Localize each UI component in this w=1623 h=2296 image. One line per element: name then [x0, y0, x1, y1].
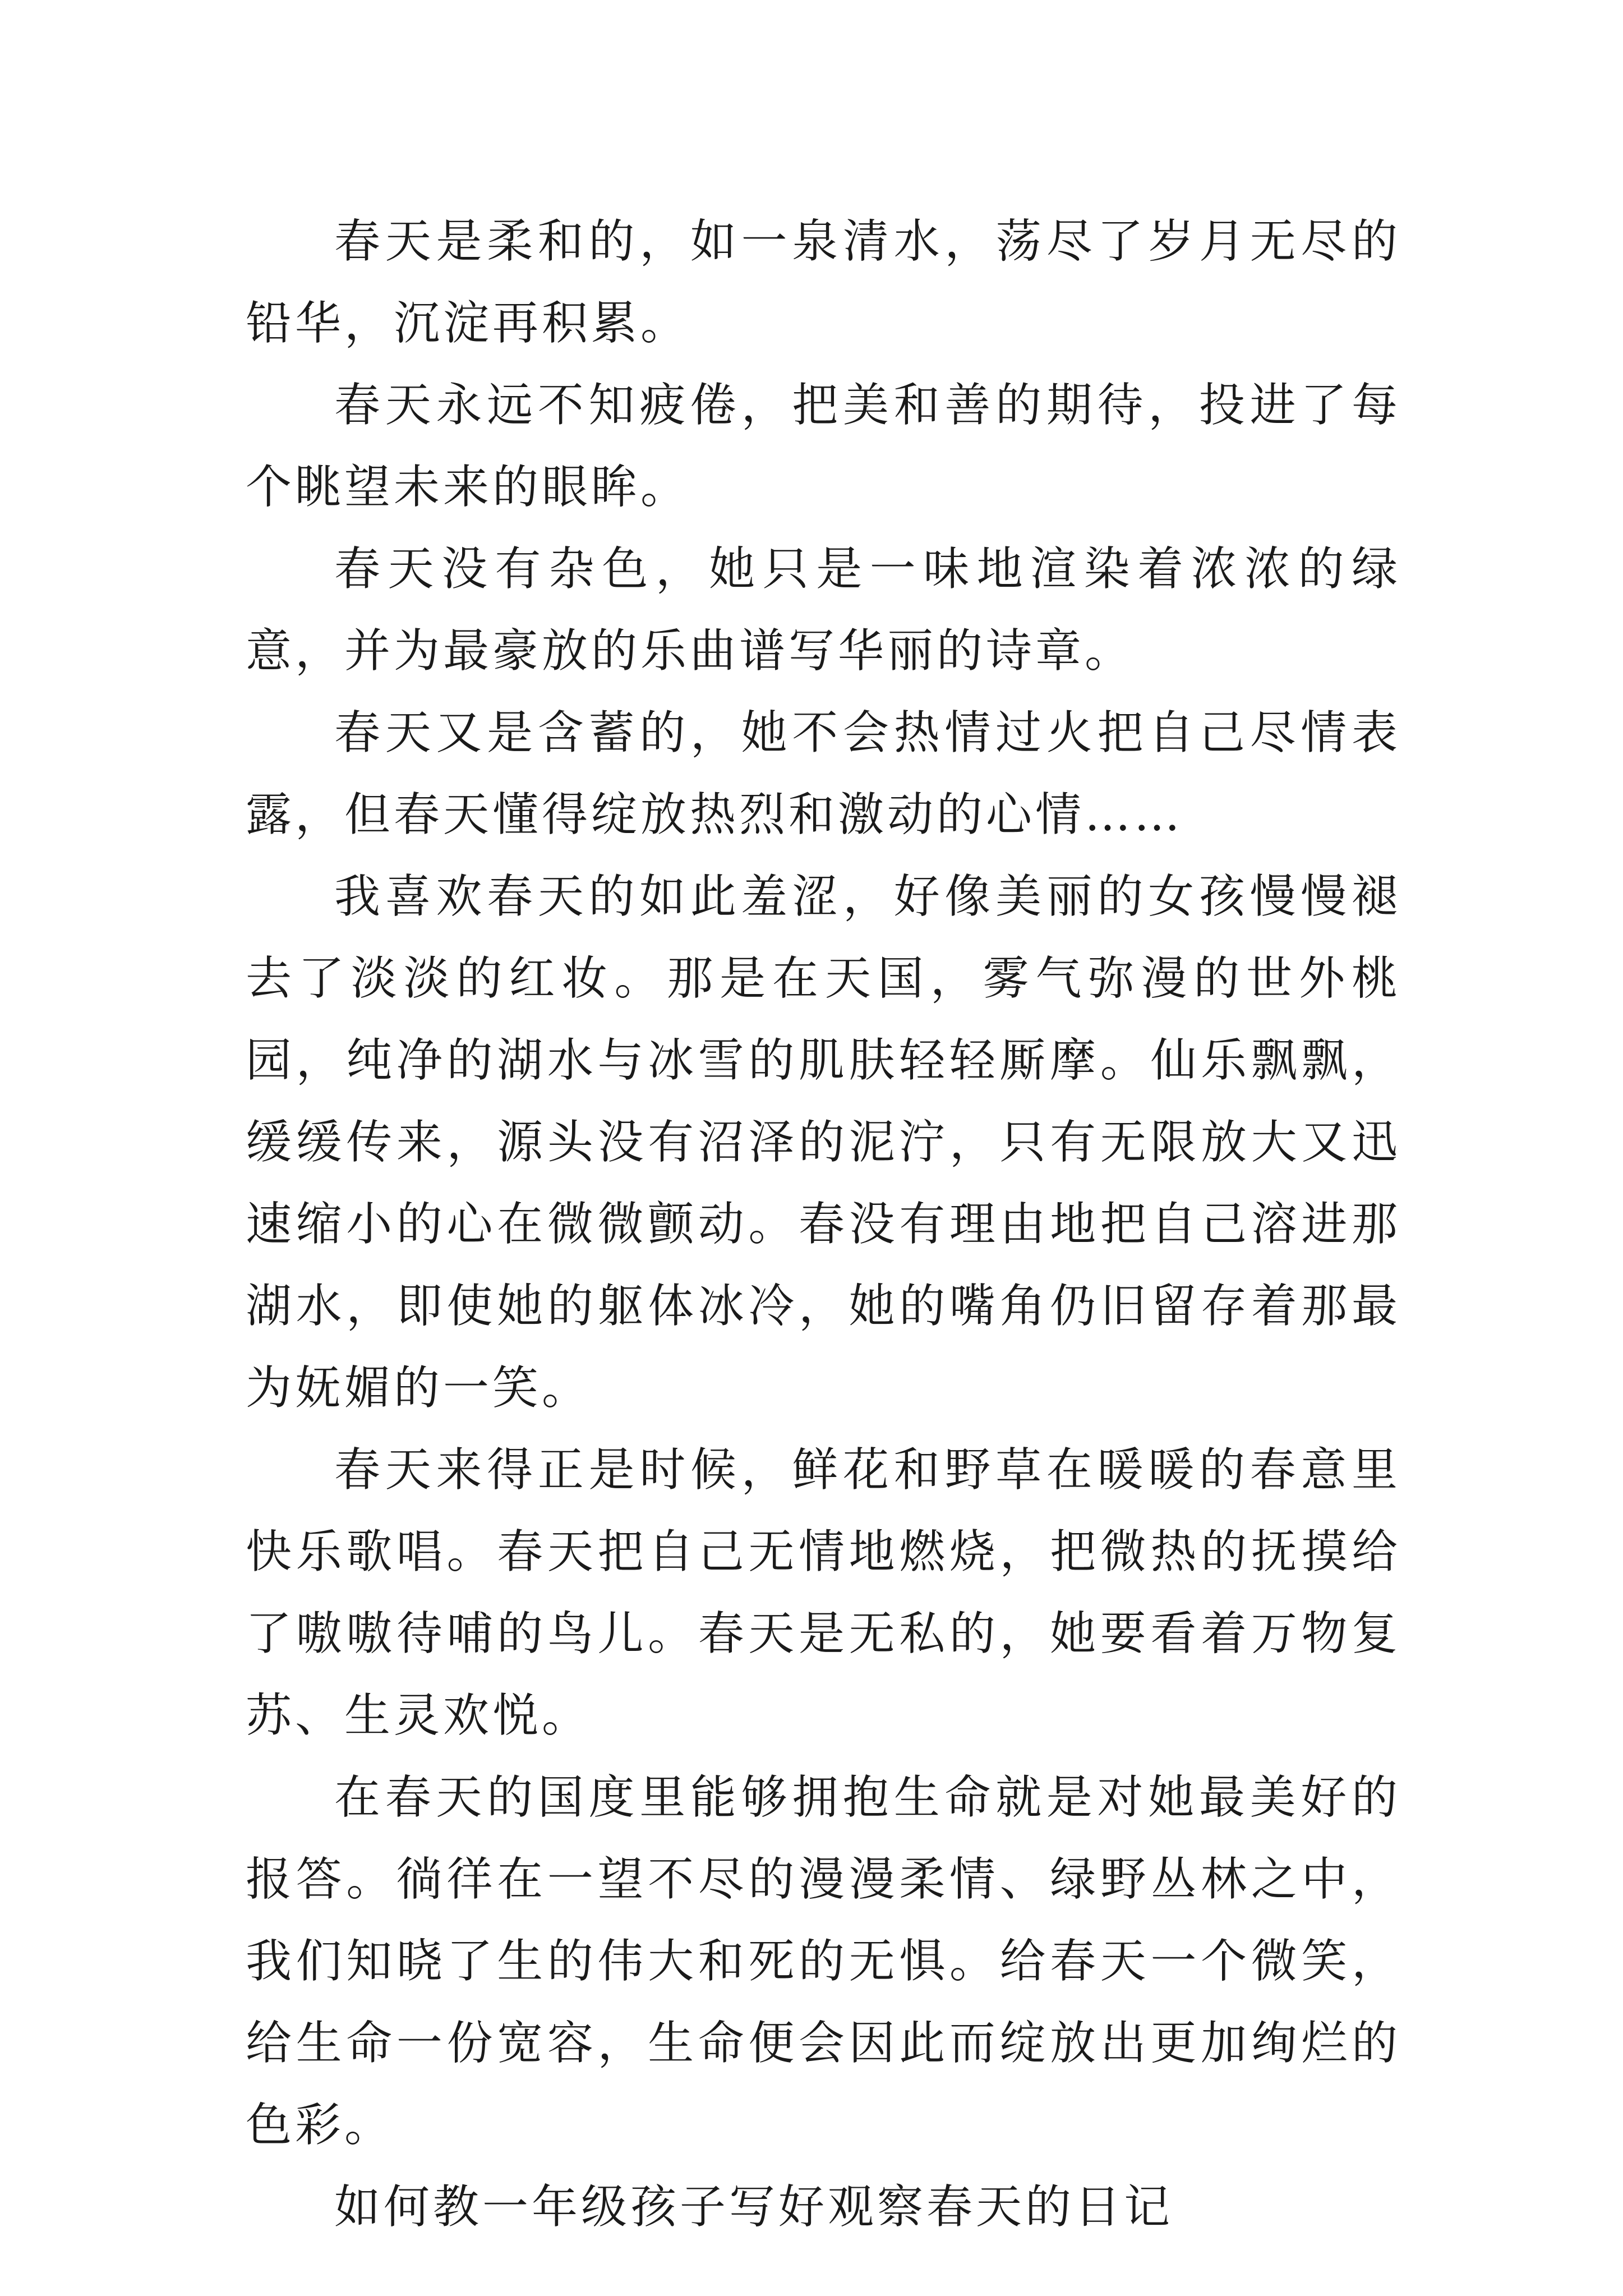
section-heading: 如何教一年级孩子写好观察春天的日记 [334, 2180, 1174, 2234]
paragraph: 在春天的国度里能够拥抱生命就是对她最美好的报答。徜徉在一望不尽的漫漫柔情、绿野丛林之中，我们知晓了生的伟大和死的无惧。给春天一个微笑，给生命一份宽容，生命便会因此而绽放出更加绚烂的色彩。 [246, 1771, 1401, 2152]
paragraph: 春天是柔和的，如一泉清水，荡尽了岁月无尽的铅华，沉淀再积累。 [246, 215, 1401, 350]
paragraph: 春天来得正是时候，鲜花和野草在暖暖的春意里快乐歌唱。春天把自己无情地燃烧，把微热的抚摸给了嗷嗷待哺的鸟儿。春天是无私的，她要看着万物复苏、生灵欢悦。 [246, 1443, 1401, 1742]
paragraph: 春天又是含蓄的，她不会热情过火把自己尽情表露，但春天懂得绽放热烈和激动的心情…… [246, 706, 1401, 841]
paragraph: 我喜欢春天的如此羞涩，好像美丽的女孩慢慢褪去了淡淡的红妆。那是在天国，雾气弥漫的世外桃园，纯净的湖水与冰雪的肌肤轻轻厮摩。仙乐飘飘，缓缓传来，源头没有沼泽的泥泞，只有无限放大又迅速缩小的心在微微颤动。春没有理由地把自己溶进那湖水，即使她的躯体冰冷，她的嘴角仍旧留存着那最为妩媚的一笑。 [246, 870, 1401, 1415]
document-body [246, 201, 1401, 2248]
paragraph: 春天没有杂色，她只是一味地渲染着浓浓的绿意，并为最豪放的乐曲谱写华丽的诗章。 [246, 542, 1401, 678]
paragraph: 春天永远不知疲倦，把美和善的期待，投进了每个眺望未来的眼眸。 [246, 379, 1401, 514]
